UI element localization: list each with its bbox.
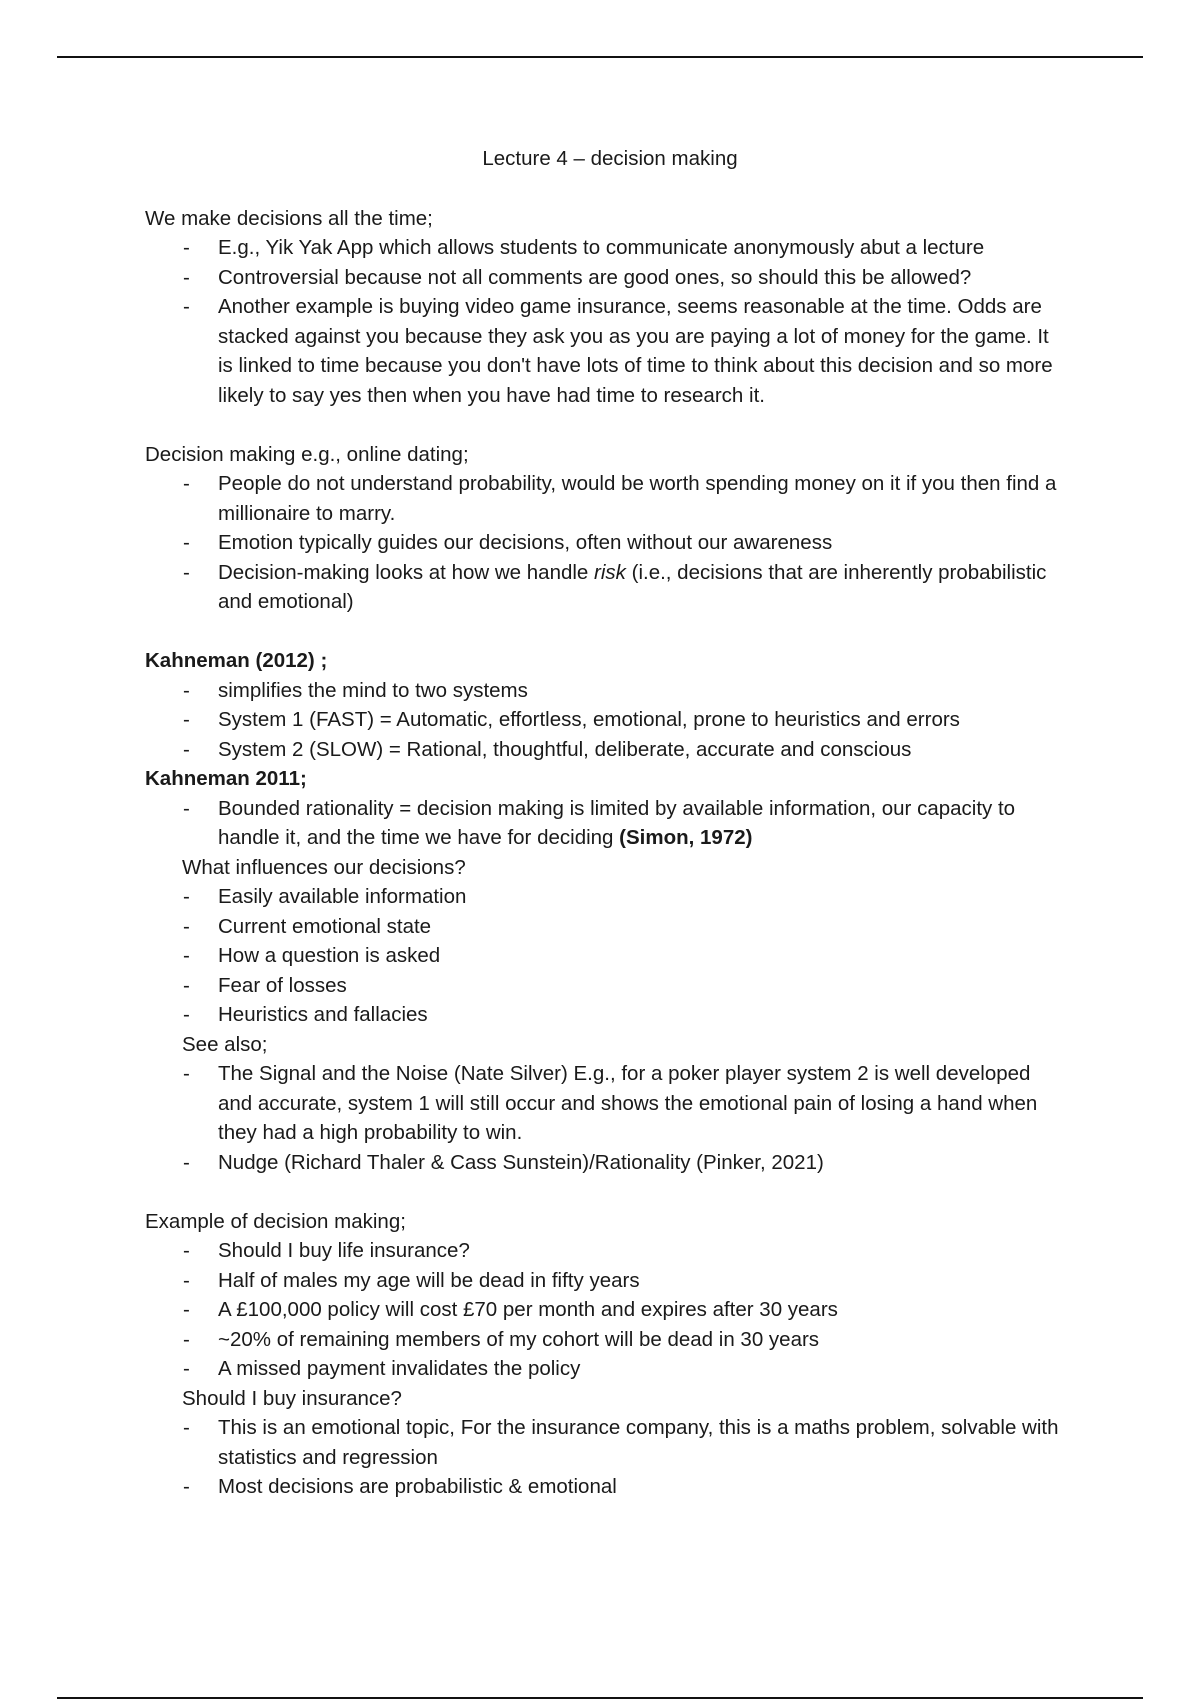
bounded-rationality-list [145,794,1065,853]
decisions-list [145,233,1065,410]
list-item: - How a question is asked [145,941,1065,971]
spacer [145,617,1065,647]
list-item: - Nudge (Richard Thaler & Cass Sunstein)/Rationality (Pinker, 2021) [145,1148,1065,1178]
list-item: - People do not understand probability, would be worth spending money on it if you then find a millionaire to marry. [145,469,1065,528]
example-list [145,1236,1065,1384]
footer-rule [57,1697,1143,1699]
list-item: - Fear of losses [145,971,1065,1001]
insurance-question: Should I buy insurance? [182,1386,402,1410]
list-item: - Easily available information [145,882,1065,912]
spacer [145,1177,1065,1207]
insurance-answers-list [145,1413,1065,1502]
online-dating-list [145,469,1065,617]
header-rule [57,56,1143,58]
kahneman-2012-list [145,676,1065,765]
list-item-bounded-rationality [145,794,1065,853]
list-item: - Should I buy life insurance? [145,1236,1065,1266]
section-heading-kahneman-2012: Kahneman (2012) ; [145,649,328,672]
page-title: Lecture 4 – decision making [482,147,738,170]
list-item: - Emotion typically guides our decisions, often without our awareness [145,528,1065,558]
list-item: - System 1 (FAST) = Automatic, effortless, emotional, prone to heuristics and errors [145,705,1065,735]
risk-emphasis: risk [594,560,626,584]
section-heading-decisions: We make decisions all the time; [145,206,433,230]
section-heading-kahneman-2011: Kahneman 2011; [145,767,307,790]
section-heading-example: Example of decision making; [145,1209,406,1233]
list-item: - simplifies the mind to two systems [145,676,1065,706]
bounded-rationality-text: Bounded rationality = decision making is limited by available information, our capacity to handle it, and the time we have for deciding [218,796,1016,849]
list-item: - The Signal and the Noise (Nate Silver) E.g., for a poker player system 2 is well developed and accurate, system 1 will still occur and shows the emotional pain of losing a hand when they had a high probability to win. [145,1059,1065,1148]
influences-list [145,882,1065,1030]
spacer [145,410,1065,440]
list-item: - A missed payment invalidates the policy [145,1354,1065,1384]
influences-heading: What influences our decisions? [182,855,466,879]
see-also-list [145,1059,1065,1177]
list-item: - Heuristics and fallacies [145,1000,1065,1030]
list-item: - Current emotional state [145,912,1065,942]
bounded-rationality-citation: (Simon, 1972) [619,826,753,849]
list-item: - ~20% of remaining members of my cohort will be dead in 30 years [145,1325,1065,1355]
risk-text-after: (i.e., decisions that are inherently probabilistic and emotional) [218,560,1047,613]
list-item: - A £100,000 policy will cost £70 per month and expires after 30 years [145,1295,1065,1325]
section-heading-online-dating: Decision making e.g., online dating; [145,442,469,466]
list-item: - Most decisions are probabilistic & emotional [145,1472,1065,1502]
list-item: - E.g., Yik Yak App which allows students to communicate anonymously abut a lecture [145,233,1065,263]
document-body [145,144,1065,1502]
list-item: - Half of males my age will be dead in fifty years [145,1266,1065,1296]
list-item: - Controversial because not all comments are good ones, so should this be allowed? [145,263,1065,293]
list-item: - This is an emotional topic, For the insurance company, this is a maths problem, solvable with statistics and regression [145,1413,1065,1472]
see-also-heading: See also; [182,1032,268,1056]
list-item: - Another example is buying video game insurance, seems reasonable at the time. Odds are stacked against you because they ask you as you are paying a lot of money for the game. It is linked to time because you don't have lots of time to think about this decision and so more likely to say yes then when you have had time to research it. [145,292,1065,410]
risk-text-before: Decision-making looks at how we handle [218,560,595,584]
list-item: - System 2 (SLOW) = Rational, thoughtful, deliberate, accurate and conscious [145,735,1065,765]
list-item-risk [145,558,1065,617]
